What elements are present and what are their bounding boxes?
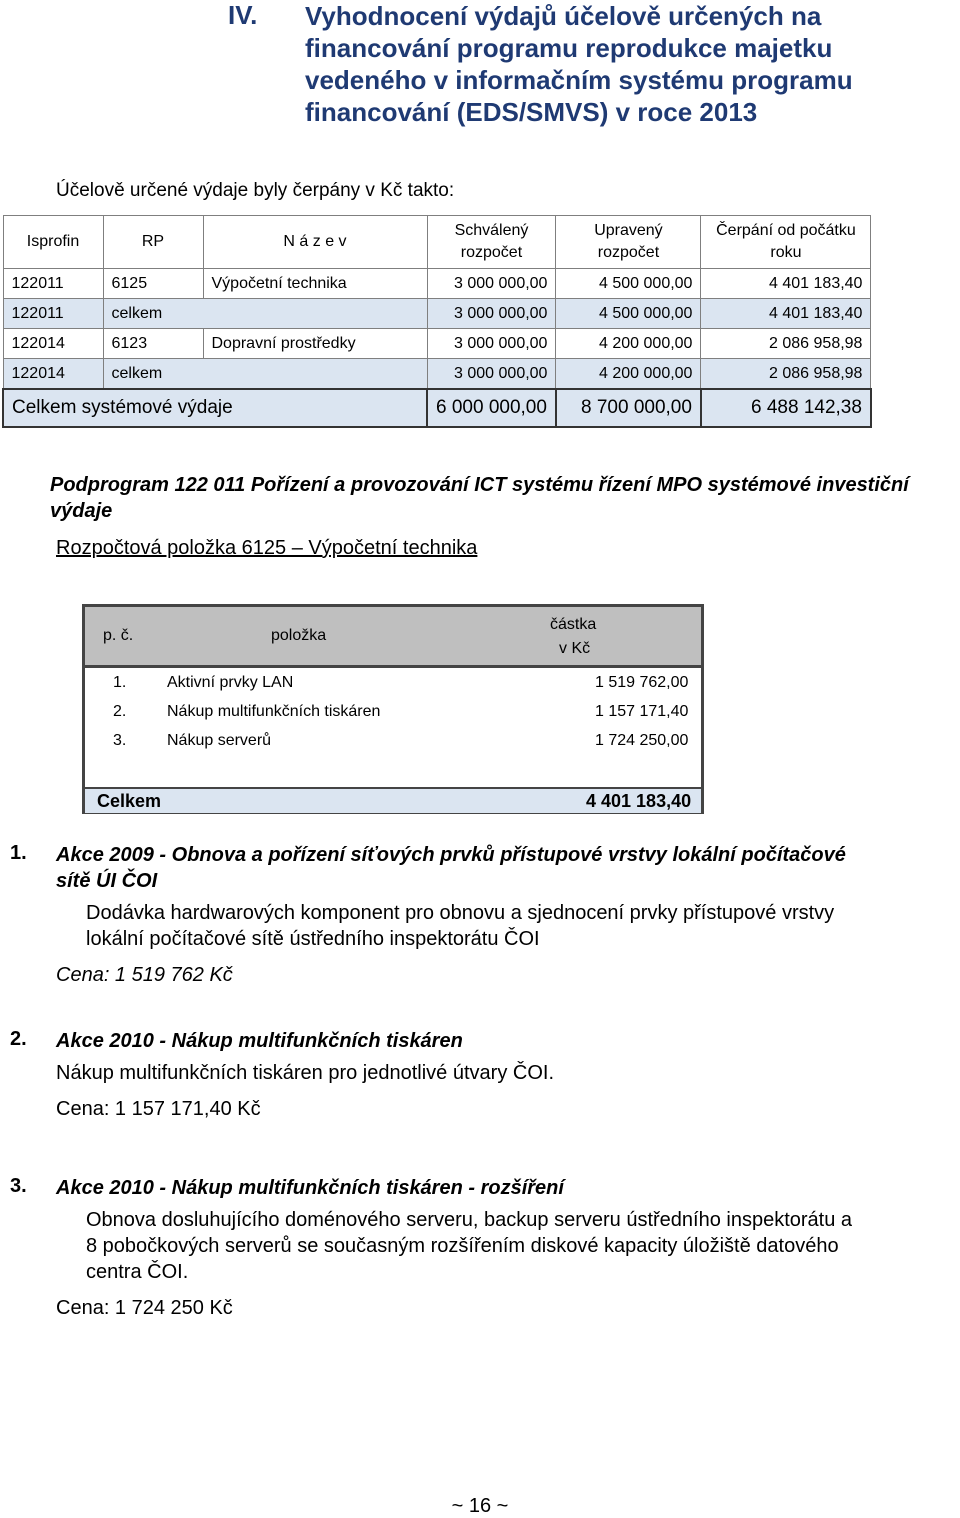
header-castka-unit: v Kč — [559, 640, 591, 657]
header-upraveny — [556, 216, 701, 269]
header-upraveny-l2: rozpočet — [597, 244, 660, 261]
header-schvaleny — [427, 216, 556, 269]
item-total-label: Celkem — [97, 791, 162, 811]
header-cerpani — [701, 216, 871, 269]
table-row — [3, 269, 871, 299]
action-title: Akce 2010 - Nákup multifunkčních tiskáren - rozšíření — [56, 1177, 564, 1199]
item-amount: 1 519 762,00 — [595, 674, 689, 691]
cell-cerpani: 4 401 183,40 — [701, 299, 871, 329]
header-rp: RP — [103, 216, 203, 269]
cell-isprofin: 122011 — [3, 299, 103, 329]
total-schvaleny: 6 000 000,00 — [427, 389, 556, 427]
header-polozka: položka — [271, 627, 327, 644]
header-schvaleny-l2: rozpočet — [460, 244, 523, 261]
cell-schvaleny: 3 000 000,00 — [427, 299, 556, 329]
total-upraveny: 8 700 000,00 — [556, 389, 701, 427]
action-price: Cena: 1 519 762 Kč — [56, 964, 233, 986]
action-description-cont: lokální počítačové sítě ústředního inspektorátu ČOI — [86, 928, 540, 950]
section-title-line: financování (EDS/SMVS) v roce 2013 — [305, 97, 758, 127]
cell-rp: celkem — [103, 299, 203, 329]
intro-text: Účelově určené výdaje byly čerpány v Kč takto: — [56, 180, 455, 201]
cell-upraveny: 4 500 000,00 — [556, 269, 701, 299]
item-number: 2. — [113, 703, 127, 720]
item-total-row — [85, 787, 701, 813]
action-title-cont: sítě ÚI ČOI — [56, 870, 158, 892]
cell-upraveny: 4 500 000,00 — [556, 299, 701, 329]
action-description-cont: 8 pobočkových serverů se současným rozšířením diskové kapacity úložiště datového — [86, 1235, 839, 1257]
total-label: Celkem systémové výdaje — [3, 389, 427, 427]
cell-nazev: Výpočetní technika — [203, 269, 427, 299]
summary-header-row — [3, 216, 871, 269]
header-cerpani-l2: roku — [770, 244, 802, 261]
action-price: Cena: 1 724 250 Kč — [56, 1297, 233, 1319]
summary-table — [2, 215, 872, 428]
section-number: IV. — [228, 0, 258, 30]
cell-nazev: Dopravní prostředky — [203, 329, 427, 359]
action-number: 3. — [10, 1175, 27, 1197]
table-row — [3, 329, 871, 359]
action-description: Obnova dosluhujícího doménového serveru, backup serveru ústředního inspektorátu a — [86, 1209, 853, 1231]
table-row — [3, 299, 871, 329]
header-nazev: N á z e v — [203, 216, 427, 269]
item-name: Nákup serverů — [167, 732, 272, 749]
header-cerpani-l1: Čerpání od počátku — [716, 222, 856, 239]
cell-isprofin: 122011 — [3, 269, 103, 299]
item-table — [82, 604, 704, 814]
item-amount: 1 157 171,40 — [595, 703, 689, 720]
action-price: Cena: 1 157 171,40 Kč — [56, 1098, 261, 1120]
item-number: 1. — [113, 674, 127, 691]
cell-rp: celkem — [103, 359, 203, 390]
table-row — [3, 359, 871, 390]
cell-cerpani: 2 086 958,98 — [701, 329, 871, 359]
cell-cerpani: 2 086 958,98 — [701, 359, 871, 390]
cell-isprofin: 122014 — [3, 359, 103, 390]
cell-nazev — [203, 359, 427, 390]
total-row — [3, 389, 871, 427]
cell-schvaleny: 3 000 000,00 — [427, 359, 556, 390]
cell-cerpani: 4 401 183,40 — [701, 269, 871, 299]
budget-item-heading: Rozpočtová položka 6125 – Výpočetní technika — [56, 537, 478, 559]
item-name: Nákup multifunkčních tiskáren — [167, 703, 381, 720]
action-title: Akce 2010 - Nákup multifunkčních tiskáren — [56, 1030, 463, 1052]
header-upraveny-l1: Upravený — [594, 222, 663, 239]
cell-rp: 6125 — [103, 269, 203, 299]
page-number: ~ 16 ~ — [451, 1495, 509, 1517]
action-number: 2. — [10, 1028, 27, 1050]
section-title-line: Vyhodnocení výdajů účelově určených na — [305, 1, 822, 31]
cell-upraveny: 4 200 000,00 — [556, 329, 701, 359]
header-isprofin: Isprofin — [3, 216, 103, 269]
total-cerpani: 6 488 142,38 — [701, 389, 871, 427]
subprogram-title: Podprogram 122 011 Pořízení a provozování ICT systému řízení MPO systémové investiční výdaje — [50, 474, 909, 522]
action-description-cont: centra ČOI. — [86, 1261, 189, 1283]
item-name: Aktivní prvky LAN — [167, 674, 294, 691]
cell-nazev — [203, 299, 427, 329]
cell-upraveny: 4 200 000,00 — [556, 359, 701, 390]
header-pc: p. č. — [103, 627, 134, 644]
cell-isprofin: 122014 — [3, 329, 103, 359]
action-description: Nákup multifunkčních tiskáren pro jednotlivé útvary ČOI. — [56, 1062, 554, 1084]
action-description: Dodávka hardwarových komponent pro obnovu a sjednocení prvky přístupové vrstvy — [86, 902, 835, 924]
cell-schvaleny: 3 000 000,00 — [427, 269, 556, 299]
section-title-line: vedeného v informačním systému programu — [305, 65, 853, 95]
action-title: Akce 2009 - Obnova a pořízení síťových prvků přístupové vrstvy lokální počítačové — [56, 844, 846, 866]
header-castka: částka — [550, 616, 597, 633]
section-title — [305, 0, 945, 128]
item-amount: 1 724 250,00 — [595, 732, 689, 749]
cell-schvaleny: 3 000 000,00 — [427, 329, 556, 359]
header-schvaleny-l1: Schválený — [454, 222, 529, 239]
item-table-header — [85, 607, 701, 668]
cell-rp: 6123 — [103, 329, 203, 359]
action-number: 1. — [10, 842, 27, 864]
section-title-line: financování programu reprodukce majetku — [305, 33, 833, 63]
item-number: 3. — [113, 732, 127, 749]
item-total-amount: 4 401 183,40 — [586, 791, 692, 811]
